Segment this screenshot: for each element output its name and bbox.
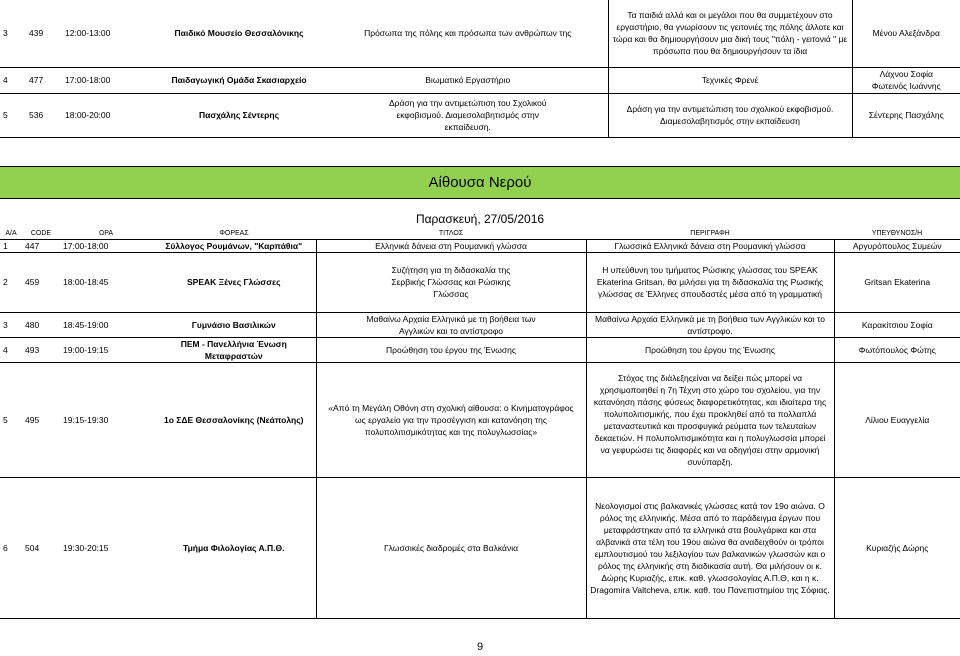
row-code: 536	[26, 93, 62, 137]
row-time: 19:30-20:15	[60, 477, 152, 618]
table-row	[0, 362, 960, 477]
column-header-organizer: ΦΟΡΕΑΣ	[152, 229, 316, 239]
row-number: 5	[0, 362, 22, 477]
table-row	[0, 252, 960, 312]
schedule-table	[0, 229, 960, 619]
row-description: Δράση για την αντιμετώπιση του σχολικού εκφοβισμού. Διαμεσολαβητισμός στην εκπαίδευση	[608, 93, 852, 137]
table-header-row	[0, 229, 960, 239]
column-header-code: CODE	[22, 229, 60, 239]
row-organizer: Πασχάλης Σέντερης	[150, 93, 328, 137]
column-header-time: ΩΡΑ	[60, 229, 152, 239]
row-title: Ελληνικά δάνεια στη Ρουμανική γλώσσα	[316, 239, 586, 252]
row-organizer: 1ο ΣΔΕ Θεσσαλονίκης (Νεάπολης)	[152, 362, 316, 477]
row-organizer: Τμήμα Φιλολογίας Α.Π.Θ.	[152, 477, 316, 618]
row-code: 459	[22, 252, 60, 312]
row-title: Προώθηση του έργου της Ένωσης	[316, 337, 586, 362]
row-title: Βιωματικό Εργαστήριο	[328, 67, 608, 93]
row-responsible: Gritsan Ekaterina	[834, 252, 960, 312]
row-title: Μαθαίνω Αρχαία Ελληνικά με τη βοήθεια των Αγγλικών και το αντίστροφο	[316, 312, 586, 337]
row-responsible: Λίλιου Ευαγγελία	[834, 362, 960, 477]
row-responsible: Φωτόπουλος Φώτης	[834, 337, 960, 362]
row-description: Στόχος της διάλεξηςείναι να δείξει πώς μπορεί να χρησιμοποιηθεί η 7η Τέχνη στο χώρο του σχολείου, για την κατανόηση πάσης φύσεως διαφορετικότητας, και ιδιαίτερα της πολυπολιτισμικής, που έχει προκληθεί από τα πολλαπλά μεταναστευτικά και προσφυγικά ρεύματα των τελευταίων δεκαετιών. Η πολυπολιτισμικότητα και η πολυγλωσσία μπορεί να γεφυρώσει τις διαφορές και να οδηγήσει στην αρμονική συνύπαρξη.	[586, 362, 834, 477]
row-number: 4	[0, 337, 22, 362]
row-description: Η υπεύθυνη του τμήματος Ρώσικης γλώσσας του SPEAK Ekaterina Gritsan, θα μιλήσει για τη διδασκαλία της Ρωσικής γλώσσας σε Έλληνες σπουδαστές μέσα από τη γραμματική	[586, 252, 834, 312]
row-number: 2	[0, 252, 22, 312]
row-title: Πρόσωπα της πόλης και πρόσωπα των ανθρώπων της	[328, 0, 608, 67]
table-row	[0, 0, 960, 67]
row-time: 17:00-18:00	[62, 67, 150, 93]
row-time: 19:00-19:15	[60, 337, 152, 362]
column-header-num: Α/Α	[0, 229, 22, 239]
row-number: 4	[0, 67, 26, 93]
row-organizer: ΠΕΜ - Πανελλήνια Ένωση Μεταφραστών	[152, 337, 316, 362]
row-code: 504	[22, 477, 60, 618]
row-number: 3	[0, 0, 26, 67]
row-title: Γλωσσικές διαδρομές στα Βαλκάνια	[316, 477, 586, 618]
row-description: Προώθηση του έργου της Ένωσης	[586, 337, 834, 362]
row-number: 6	[0, 477, 22, 618]
row-code: 493	[22, 337, 60, 362]
row-organizer: Παιδαγωγική Ομάδα Σκασιαρχείο	[150, 67, 328, 93]
column-header-responsible: ΥΠΕΥΘΥΝΟΣ/Η	[834, 229, 960, 239]
row-organizer: Γυμνάσιο Βασιλικών	[152, 312, 316, 337]
row-time: 18:00-18:45	[60, 252, 152, 312]
row-code: 439	[26, 0, 62, 67]
row-time: 12:00-13:00	[62, 0, 150, 67]
row-code: 447	[22, 239, 60, 252]
row-time: 19:15-19:30	[60, 362, 152, 477]
column-header-description: ΠΕΡΙΓΡΑΦΗ	[586, 229, 834, 239]
previous-schedule-table	[0, 0, 960, 138]
row-responsible: Καρακίτσιου Σοφία	[834, 312, 960, 337]
row-organizer: Σύλλογος Ρουμάνων, "Καρπάθια"	[152, 239, 316, 252]
row-organizer: Παιδικό Μουσείο Θεσσαλόνικης	[150, 0, 328, 67]
room-title: Αίθουσα Νερού	[0, 166, 960, 199]
table-row	[0, 93, 960, 137]
row-responsible: Κυριαζής Δώρης	[834, 477, 960, 618]
row-responsible: Αργυρόπουλος Συμεών	[834, 239, 960, 252]
row-code: 495	[22, 362, 60, 477]
row-code: 480	[22, 312, 60, 337]
row-title: «Από τη Μεγάλη Οθόνη στη σχολική αίθουσα: ο Κινηματογράφος ως εργαλείο για την προσέγγιση και κατανόηση της πολυπολιτισμικότητας και της πολυγλωσσίας»	[316, 362, 586, 477]
table-row	[0, 337, 960, 362]
day-title: Παρασκευή, 27/05/2016	[415, 212, 545, 226]
table-row	[0, 312, 960, 337]
row-number: 3	[0, 312, 22, 337]
page-number: 9	[476, 641, 484, 653]
row-description: Νεολογισμοί στις βαλκανικές γλώσσες κατά τον 19ο αιώνα. Ο ρόλος της ελληνικής. Μέσα από το παράδειγμα έργων που μεταφράστηκαν από τα ελληνικά στα βουλγάρικα και στα αλβανικά στα τέλη του 19ου αιώνα θα αναδειχθούν οι τρόποι εμπλουτισμού του λεξιλογίου των βαλκανικών γλωσσών και ο ρόλος της ελληνικής στη διαδικασία αυτή. Θα μιλήσουν οι κ. Δώρης Κυριαζής, επικ. καθ. γλωσσολογίας Α.Π.Θ, και η κ. Dragomira Valtcheva, επικ. καθ. του Πανεπιστημίου της Σόφιας.	[586, 477, 834, 618]
row-responsible: Λάχνου Σοφία Φωτεινός Ιωάννης	[852, 67, 960, 93]
row-time: 17:00-18:00	[60, 239, 152, 252]
row-number: 5	[0, 93, 26, 137]
row-title: Συζήτηση για τη διδασκαλία της Σερβικής Γλώσσας και Ρώσικης Γλώσσας	[316, 252, 586, 312]
column-header-title: ΤΙΤΛΟΣ	[316, 229, 586, 239]
row-number: 1	[0, 239, 22, 252]
row-time: 18:45-19:00	[60, 312, 152, 337]
row-description: Τεχνικές Φρενέ	[608, 67, 852, 93]
row-description: Μαθαίνω Αρχαία Ελληνικά με τη βοήθεια των Αγγλικών και το αντίστροφο.	[586, 312, 834, 337]
row-responsible: Σέντερης Πασχάλης	[852, 93, 960, 137]
row-time: 18:00-20:00	[62, 93, 150, 137]
row-organizer: SPEAK Ξένες Γλώσσες	[152, 252, 316, 312]
row-code: 477	[26, 67, 62, 93]
row-responsible: Μένου Αλεξάνδρα	[852, 0, 960, 67]
row-description: Γλωσσικά Ελληνικά δάνεια στη Ρουμανική γλώσσα	[586, 239, 834, 252]
table-row	[0, 477, 960, 618]
table-row	[0, 239, 960, 252]
row-description: Τα παιδιά αλλά και οι μεγάλοι που θα συμμετέχουν στο εργαστήριο, θα γνωρίσουν τις γειτονιές της πόλης άλλοτε και τώρα και θα δημιουργήσουν μια δική τους "πόλη - γειτονιά " με πρόσωπα που θα δημιουργήσουν τα ίδια	[608, 0, 852, 67]
table-row	[0, 67, 960, 93]
row-title: Δράση για την αντιμετώπιση του Σχολικού εκφοβισμού. Διαμεσολαβητισμός στην εκπαίδευση.	[328, 93, 608, 137]
